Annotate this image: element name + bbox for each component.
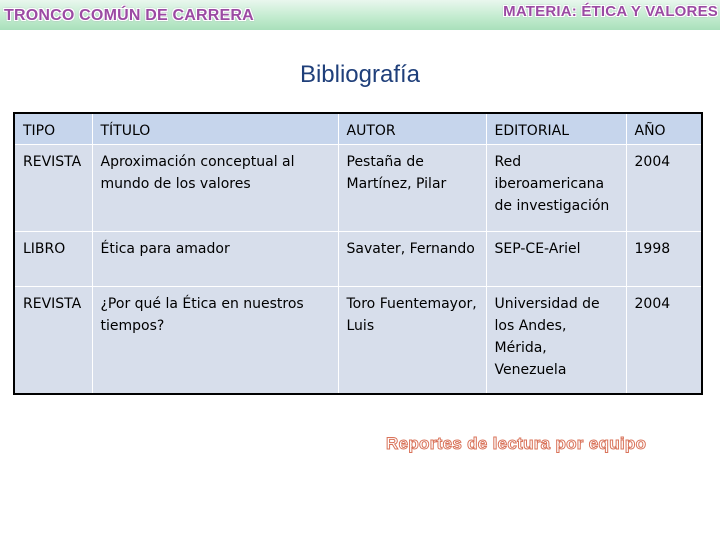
cell-anio: 1998 [626,232,702,287]
reading-reports-note: Reportes de lectura por equipo [386,434,647,453]
cell-editorial: Red iberoamericana de investigación [486,145,626,232]
cell-anio: 2004 [626,145,702,232]
column-header-autor: AUTOR [338,113,486,145]
cell-tipo: REVISTA [14,145,92,232]
cell-titulo: Ética para amador [92,232,338,287]
course-title: TRONCO COMÚN DE CARRERA [4,7,254,24]
cell-titulo: Aproximación conceptual al mundo de los valores [92,145,338,232]
bibliography-table [13,112,703,395]
column-header-tipo: TIPO [14,113,92,145]
cell-autor: Toro Fuentemayor, Luis [338,287,486,395]
cell-autor: Pestaña de Martínez, Pilar [338,145,486,232]
subject-title: MATERIA: ÉTICA Y VALORES [503,3,718,20]
cell-titulo: ¿Por qué la Ética en nuestros tiempos? [92,287,338,395]
table-row [14,232,702,287]
column-header-editorial: EDITORIAL [486,113,626,145]
column-header-anio: AÑO [626,113,702,145]
cell-editorial: Universidad de los Andes, Mérida, Venezuela [486,287,626,395]
table-row [14,145,702,232]
cell-tipo: LIBRO [14,232,92,287]
page-title: Bibliografía [299,61,421,88]
cell-autor: Savater, Fernando [338,232,486,287]
column-header-titulo: TÍTULO [92,113,338,145]
cell-tipo: REVISTA [14,287,92,395]
table-header-row [14,113,702,145]
cell-anio: 2004 [626,287,702,395]
table-row [14,287,702,395]
cell-editorial: SEP-CE-Ariel [486,232,626,287]
